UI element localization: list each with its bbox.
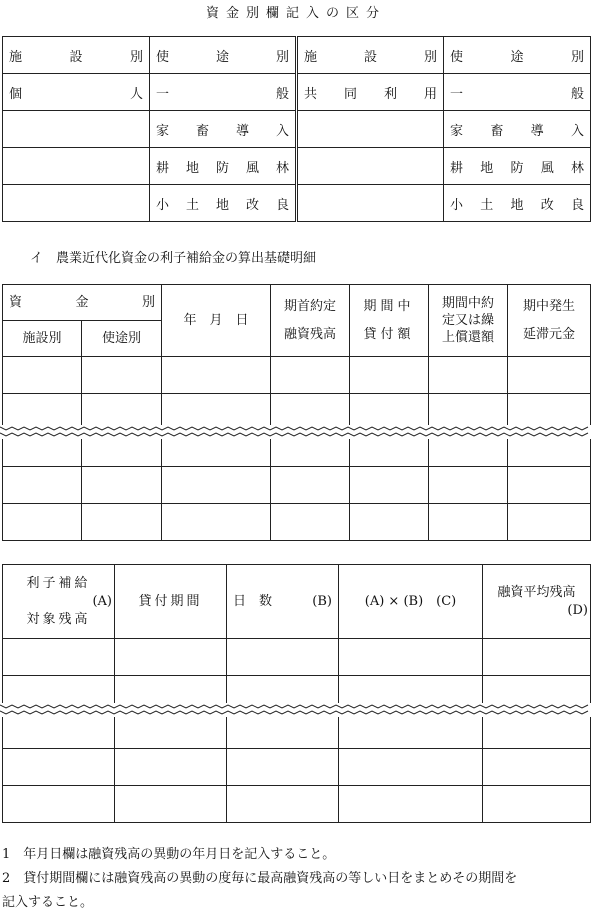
fund-classification-table bbox=[2, 36, 591, 222]
table-row bbox=[3, 565, 591, 639]
header-kishu bbox=[271, 285, 350, 357]
table-row bbox=[3, 74, 591, 111]
header-rishi-line2: 対象残高 bbox=[26, 611, 91, 627]
header-nissu bbox=[227, 565, 339, 639]
table-row bbox=[3, 111, 591, 148]
table-row bbox=[3, 504, 591, 541]
table-row bbox=[3, 749, 591, 786]
header-kishu-line1: 期首約定 bbox=[284, 298, 337, 314]
table-cell: 一 般 bbox=[150, 74, 297, 111]
header-shito: 使途別 bbox=[82, 321, 162, 357]
header-nissu-label: 日 数 bbox=[233, 593, 273, 609]
section-title: イ 農業近代化資金の利子補給金の算出基礎明細 bbox=[30, 251, 317, 266]
table-row bbox=[3, 467, 591, 504]
table-cell bbox=[3, 185, 150, 222]
table-cell bbox=[297, 185, 444, 222]
header-hassei-line1: 期中発生 bbox=[523, 298, 576, 314]
break-line bbox=[0, 703, 592, 717]
notes bbox=[2, 843, 590, 915]
note-item: 1 年月日欄は融資残高の異動の年月日を記入すること。 bbox=[2, 847, 336, 862]
table-cell: 家 畜 導 入 bbox=[150, 111, 297, 148]
table-cell: 耕 地 防 風 林 bbox=[444, 148, 591, 185]
header-hassei bbox=[508, 285, 591, 357]
header-kashitsuke: 貸付期間 bbox=[115, 565, 227, 639]
table-cell: 耕 地 防 風 林 bbox=[150, 148, 297, 185]
table-cell bbox=[3, 148, 150, 185]
header-kanchu-line2: 定又は繰 bbox=[442, 313, 495, 328]
table-row bbox=[3, 639, 591, 676]
header-shisetsu-2: 施 設 別 bbox=[304, 49, 437, 65]
header-hassei-line2: 延滞元金 bbox=[523, 326, 576, 342]
header-heikin-line1: 融資平均残高 bbox=[497, 584, 576, 600]
table-row bbox=[3, 37, 591, 74]
header-rishi-a: (A) bbox=[92, 593, 112, 609]
header-kishu-line2: 融資残高 bbox=[284, 326, 337, 342]
header-kanchu-line3: 上償還額 bbox=[442, 330, 495, 345]
table-cell: 小 土 地 改 良 bbox=[150, 185, 297, 222]
header-shisetsu: 施設別 bbox=[3, 321, 82, 357]
header-shisetsu: 施 設 別 bbox=[9, 49, 143, 65]
table-cell bbox=[3, 111, 150, 148]
break-line bbox=[0, 425, 592, 439]
header-kikan-line1: 期間中 bbox=[363, 298, 415, 314]
note-item: 2 貸付期間欄には融資残高の異動の度毎に最高融資残高の等しい日をまとめその期間を bbox=[2, 871, 518, 886]
table-row bbox=[3, 185, 591, 222]
table-row bbox=[3, 285, 591, 321]
average-balance-table bbox=[2, 564, 591, 823]
header-cell bbox=[444, 37, 591, 74]
table-row bbox=[3, 786, 591, 823]
header-rishi-line1: 利子補給 bbox=[26, 575, 91, 591]
table-cell: 一 般 bbox=[444, 74, 591, 111]
header-rishi bbox=[3, 565, 115, 639]
header-heikin-d: (D) bbox=[567, 602, 588, 618]
table-cell: 共 同 利 用 bbox=[297, 74, 444, 111]
table-row bbox=[3, 148, 591, 185]
header-cell bbox=[3, 37, 150, 74]
header-shito-2: 使 途 別 bbox=[450, 49, 584, 65]
header-nengappi: 年 月 日 bbox=[162, 285, 271, 357]
table-cell: 小 土 地 改 良 bbox=[444, 185, 591, 222]
header-shikin-betsu: 資 金 別 bbox=[3, 285, 162, 321]
table-cell bbox=[297, 148, 444, 185]
header-kanchu bbox=[429, 285, 508, 357]
header-heikin bbox=[483, 565, 591, 639]
table-row bbox=[3, 713, 591, 749]
header-nissu-b: (B) bbox=[312, 593, 332, 609]
header-kanchu-line1: 期間中約 bbox=[442, 296, 495, 311]
header-cell bbox=[297, 37, 444, 74]
table-cell: 家 畜 導 入 bbox=[444, 111, 591, 148]
table-cell bbox=[297, 111, 444, 148]
header-kikan bbox=[350, 285, 429, 357]
table-row bbox=[3, 357, 591, 394]
page-title: 資金別欄記入の区分 bbox=[205, 6, 386, 21]
header-cell bbox=[150, 37, 297, 74]
table-cell: 個 人 bbox=[3, 74, 150, 111]
header-shito: 使 途 別 bbox=[156, 49, 289, 65]
interest-subsidy-detail-table bbox=[2, 284, 591, 541]
header-formula: (A) × (B) (C) bbox=[339, 565, 483, 639]
note-item: 記入すること。 bbox=[2, 895, 94, 910]
header-kikan-line2: 貸付額 bbox=[363, 326, 415, 342]
